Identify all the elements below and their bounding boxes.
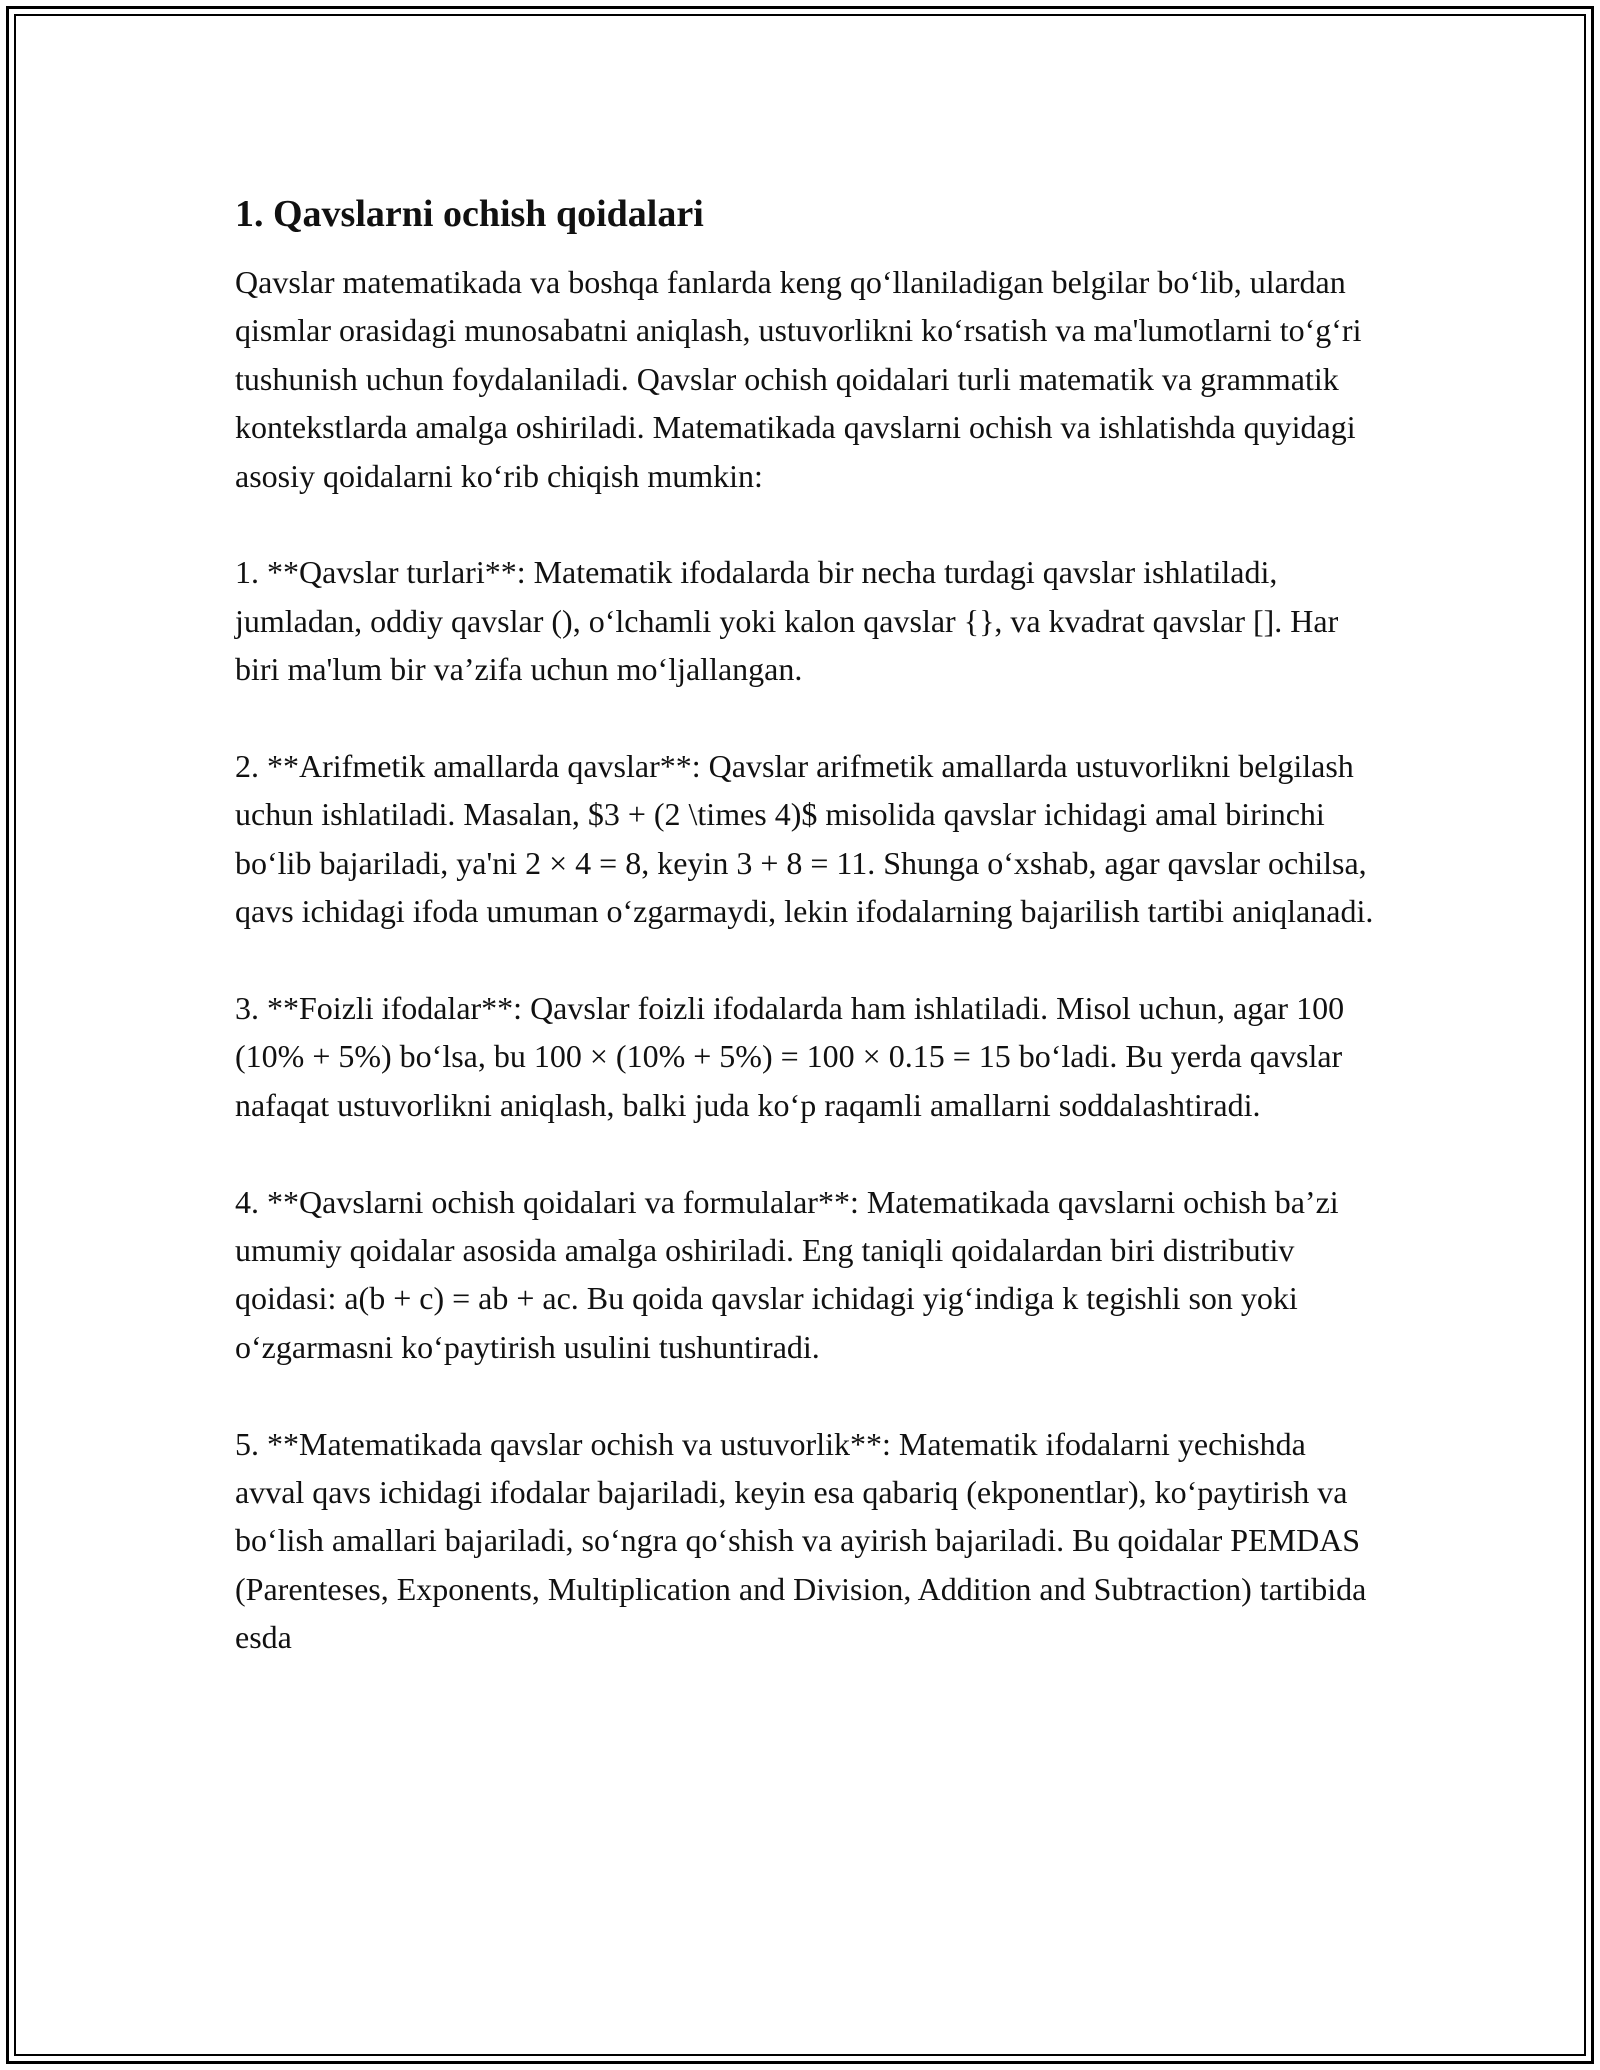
paragraph-item-1: 1. **Qavslar turlari**: Matematik ifodalarda bir necha turdagi qavslar ishlatiladi, jumladan, oddiy qavslar (), o‘lchamli yoki kalon qavslar {}, va kvadrat qavslar []. Har biri ma'lum bir va’zifa uchun mo‘ljallangan. xyxy=(235,554,1339,688)
section-heading: 1. Qavslarni ochish qoidalari xyxy=(235,193,704,235)
paragraph-item-2: 2. **Arifmetik amallarda qavslar**: Qavslar arifmetik amallarda ustuvorlikni belgilash uchun ishlatiladi. Masalan, $3 + (2 \times 4)$ misolida qavslar ichidagi amal birinchi bo‘lib bajariladi, ya'ni 2 × 4 = 8, keyin 3 + 8 = 11. Shunga o‘xshab, agar qavslar ochilsa, qavs ichidagi ifoda umuman o‘zgarmaydi, lekin ifodalarning bajarilish tartibi aniqlanadi. xyxy=(235,748,1374,930)
paragraph-intro: Qavslar matematikada va boshqa fanlarda keng qo‘llaniladigan belgilar bo‘lib, ulardan qismlar orasidagi munosabatni aniqlash, ustuvorlikni ko‘rsatish va ma'lumotlarni to‘g‘ri tushunish uchun foydalaniladi. Qavslar ochish qoidalari turli matematik va grammatik kontekstlarda amalga oshiriladi. Matematikada qavslarni ochish va ishlatishda quyidagi asosiy qoidalarni ko‘rib chiqish mumkin: xyxy=(235,264,1362,494)
paragraph-item-3: 3. **Foizli ifodalar**: Qavslar foizli ifodalarda ham ishlatiladi. Misol uchun, agar 100 (10% + 5%) bo‘lsa, bu 100 × (10% + 5%) = 100 × 0.15 = 15 bo‘ladi. Bu yerda qavslar nafaqat ustuvorlikni aniqlash, balki juda ko‘p raqamli amallarni soddalashtiradi. xyxy=(235,990,1345,1123)
document-body xyxy=(235,188,1375,1710)
paragraph-item-5: 5. **Matematikada qavslar ochish va ustuvorlik**: Matematik ifodalarni yechishda avval qavs ichidagi ifodalar bajariladi, keyin esa qabariq (ekponentlar), ko‘paytirish va bo‘lish amallari bajariladi, so‘ngra qo‘shish va ayirish bajariladi. Bu qoidalar PEMDAS (Parenteses, Exponents, Multiplication and Division, Addition and Subtraction) tartibida esda xyxy=(235,1425,1367,1656)
paragraph-item-4: 4. **Qavslarni ochish qoidalari va formulalar**: Matematikada qavslarni ochish ba’zi umumiy qoidalar asosida amalga oshiriladi. Eng taniqli qoidalardan biri distributiv qoidasi: a(b + c) = ab + ac. Bu qoida qavslar ichidagi yig‘indiga k tegishli son yoki o‘zgarmasni ko‘paytirish usulini tushuntiradi. xyxy=(235,1183,1339,1365)
